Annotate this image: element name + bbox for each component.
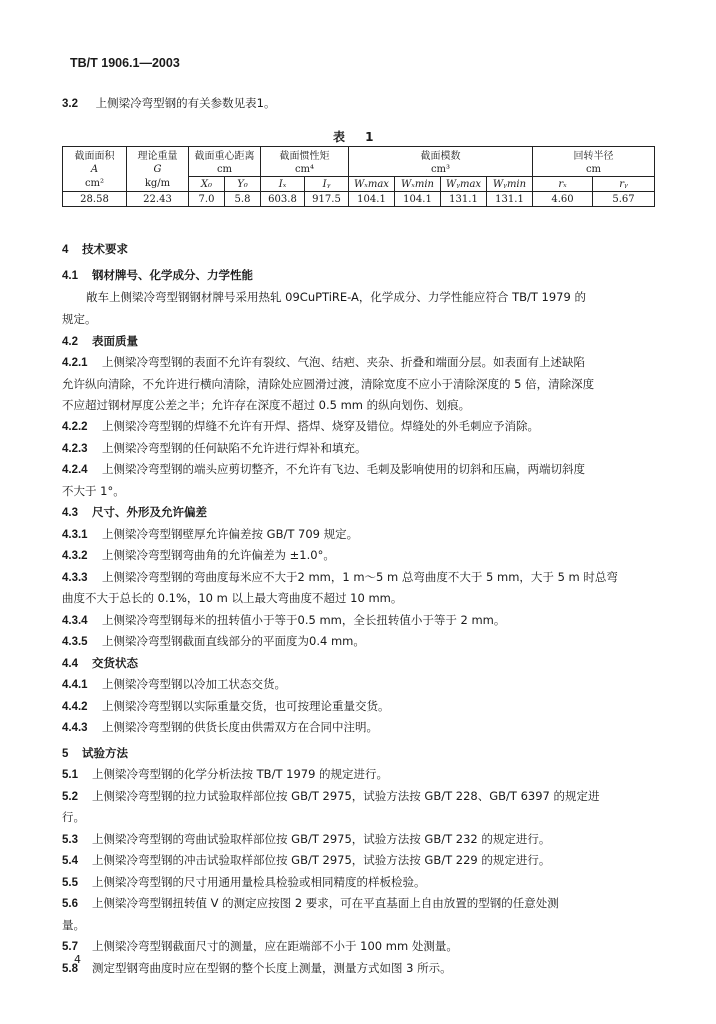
table-cell: 131.1 — [487, 192, 533, 207]
clause-number: 4.3.2 — [62, 550, 88, 562]
clause-text: 量。 — [62, 918, 85, 932]
text-line — [62, 591, 672, 605]
text-line — [62, 441, 672, 456]
sub-ix: Iₓ — [278, 178, 287, 190]
table-cell: 131.1 — [441, 192, 487, 207]
table-caption: 表 1 — [333, 130, 382, 144]
section-heading: 技术要求 — [82, 242, 128, 256]
text-line — [62, 334, 672, 349]
clause-text: 上侧梁冷弯型钢的供货长度由供需双方在合同中注明。 — [102, 720, 378, 734]
clause-text: 上侧梁冷弯型钢的任何缺陷不允许进行焊补和填充。 — [102, 441, 367, 455]
table-cell: 22.43 — [127, 192, 189, 207]
clause-text: 上侧梁冷弯型钢的端头应剪切整齐，不允许有飞边、毛刺及影响使用的切斜和压扁，两端切斜度 — [102, 462, 585, 476]
sub-rx: rₓ — [558, 178, 567, 190]
clause-text: 上侧梁冷弯型钢的化学分析法按 TB/T 1979 的规定进行。 — [92, 767, 389, 781]
sub-y0: Y₀ — [237, 178, 248, 190]
clause-number: 4.3 — [62, 507, 78, 519]
clause-text: 上侧梁冷弯型钢的有关参数见表1。 — [95, 96, 276, 110]
table-cell: 104.1 — [395, 192, 441, 207]
clause-text: 行。 — [62, 810, 85, 824]
clause-text: 上侧梁冷弯型钢以实际重量交货，也可按理论重量交货。 — [102, 699, 390, 713]
text-line — [62, 853, 672, 868]
clause-number: 4.3.3 — [62, 572, 88, 584]
unit-weight: kg/m — [127, 177, 189, 192]
clause-text: 允许纵向清除，不允许进行横向清除，清除处应圆滑过渡，清除宽度不应小于清除深度的 5 倍，清除深度 — [62, 377, 595, 391]
clause-text: 上侧梁冷弯型钢的冲击试验取样部位按 GB/T 2975，试验方法按 GB/T 229 的规定进行。 — [92, 853, 551, 867]
clause-text: 上侧梁冷弯型钢弯曲角的允许偏差为 ±1.0°。 — [102, 548, 335, 562]
text-line — [62, 720, 672, 735]
text-line — [62, 462, 672, 477]
clause-text: 上侧梁冷弯型钢的尺寸用通用量检具检验或相同精度的样板检验。 — [92, 875, 426, 889]
symbol-A: A — [90, 163, 99, 175]
symbol-G: G — [153, 163, 162, 175]
unit-area: cm² — [63, 177, 127, 192]
clause-text: 上侧梁冷弯型钢壁厚允许偏差按 GB/T 709 规定。 — [102, 527, 359, 541]
clause-number: 4.4.1 — [62, 679, 88, 691]
text-line — [86, 290, 696, 304]
clause-number: 5.7 — [62, 941, 78, 953]
clause-text: 上侧梁冷弯型钢的弯曲试验取样部位按 GB/T 2975，试验方法按 GB/T 232 的规定进行。 — [92, 832, 551, 846]
sub-wxmax: Wₓmax — [354, 178, 389, 190]
clause-text: 上侧梁冷弯型钢截面尺寸的测量，应在距端部不小于 100 mm 处测量。 — [92, 939, 458, 953]
clause-number: 5.6 — [62, 898, 78, 910]
text-line — [62, 419, 672, 434]
text-line — [62, 699, 672, 714]
clause-number: 4.2.2 — [62, 421, 88, 433]
col-head-centroid: 截面重心距离 — [189, 147, 261, 163]
sub-wymin: Wᵧmin — [492, 178, 527, 190]
text-line — [62, 789, 672, 804]
col-head-inertia: 截面惯性矩 — [261, 147, 349, 163]
text-line — [62, 896, 672, 911]
unit-radius: cm — [533, 162, 655, 177]
table-symbol-row — [63, 162, 655, 177]
text-line — [62, 242, 672, 257]
clause-number: 4.3.4 — [62, 615, 88, 627]
standard-code-header: TB/T 1906.1—2003 — [70, 56, 180, 70]
clause-number: 4.2.4 — [62, 464, 88, 476]
section-heading: 表面质量 — [92, 334, 138, 348]
table-cell: 603.8 — [261, 192, 305, 207]
unit-centroid: cm — [189, 162, 261, 177]
sub-wymax: Wᵧmax — [445, 178, 482, 190]
clause-number: 4.3.1 — [62, 529, 88, 541]
clause-text: 上侧梁冷弯型钢扭转值 V 的测定应按图 2 要求，可在平直基面上自由放置的型钢的任意处测 — [92, 896, 559, 910]
section-heading: 钢材牌号、化学成分、力学性能 — [92, 268, 253, 282]
section-heading: 尺寸、外形及允许偏差 — [92, 505, 207, 519]
unit-inertia: cm⁴ — [261, 162, 349, 177]
table-cell: 7.0 — [189, 192, 225, 207]
sub-wxmin: Wₓmin — [401, 178, 434, 190]
col-head-weight: 理论重量 — [127, 147, 189, 163]
section-heading: 试验方法 — [82, 746, 128, 760]
text-line — [62, 268, 672, 283]
table-header-row — [63, 147, 655, 163]
sub-x0: X₀ — [200, 178, 213, 190]
clause-number: 4.4.2 — [62, 701, 88, 713]
text-line — [62, 484, 672, 498]
text-line — [62, 810, 672, 824]
sub-iy: Iᵧ — [322, 178, 331, 190]
table-cell: 5.8 — [225, 192, 261, 207]
clause-3-2 — [62, 96, 672, 111]
col-head-radius: 回转半径 — [533, 147, 655, 163]
text-line — [62, 656, 672, 671]
clause-number: 4.1 — [62, 270, 78, 282]
text-line — [62, 832, 672, 847]
clause-number: 4.2.3 — [62, 443, 88, 455]
clause-text: 敞车上侧梁冷弯型钢钢材牌号采用热轧 09CuPTiRE-A，化学成分、力学性能应符合 TB/T 1979 的 — [86, 290, 586, 304]
col-head-area: 截面面积 — [63, 147, 127, 163]
clause-text: 曲度不大于总长的 0.1%，10 m 以上最大弯曲度不超过 10 mm。 — [62, 591, 403, 605]
text-line — [62, 505, 672, 520]
text-line — [62, 527, 672, 542]
table-cell: 4.60 — [533, 192, 593, 207]
clause-text: 上侧梁冷弯型钢的拉力试验取样部位按 GB/T 2975，试验方法按 GB/T 228、GB/T 6397 的规定进 — [92, 789, 600, 803]
unit-modulus: cm³ — [349, 162, 533, 177]
clause-text: 测定型钢弯曲度时应在型钢的整个长度上测量，测量方式如图 3 所示。 — [92, 961, 452, 975]
clause-number: 5.4 — [62, 855, 78, 867]
table-cell: 104.1 — [349, 192, 395, 207]
clause-number: 5.8 — [62, 963, 78, 975]
clause-text: 上侧梁冷弯型钢每米的扭转值小于等于0.5 mm，全长扭转值小于等于 2 mm。 — [102, 613, 506, 627]
clause-text: 上侧梁冷弯型钢以冷加工状态交货。 — [102, 677, 286, 691]
table-value-row — [63, 192, 655, 207]
parameter-table — [62, 146, 655, 207]
text-line — [62, 548, 672, 563]
clause-number: 3.2 — [62, 98, 78, 110]
clause-number: 5.3 — [62, 834, 78, 846]
text-line — [62, 613, 672, 628]
clause-number: 4.3.5 — [62, 636, 88, 648]
text-line — [62, 398, 672, 412]
text-line — [62, 918, 672, 932]
clause-number: 5.2 — [62, 791, 78, 803]
text-line — [62, 677, 672, 692]
clause-number: 5.1 — [62, 769, 78, 781]
text-line — [62, 570, 672, 585]
clause-text: 不应超过钢材厚度公差之半；允许存在深度不超过 0.5 mm 的纵向划伤、划痕。 — [62, 398, 471, 412]
text-line — [62, 875, 672, 890]
text-line — [62, 355, 672, 370]
col-head-modulus: 截面模数 — [349, 147, 533, 163]
text-line — [62, 746, 672, 761]
text-line — [62, 767, 672, 782]
table-cell: 917.5 — [305, 192, 349, 207]
clause-text: 上侧梁冷弯型钢的表面不允许有裂纹、气泡、结疤、夹杂、折叠和端面分层。如表面有上述缺陷 — [102, 355, 585, 369]
clause-text: 上侧梁冷弯型钢的弯曲度每米应不大于2 mm，1 m～5 m 总弯曲度不大于 5 mm，大于 5 m 时总弯 — [102, 570, 618, 584]
sub-ry: rᵧ — [619, 178, 628, 190]
clause-number: 4.2.1 — [62, 357, 88, 369]
section-heading: 交货状态 — [92, 656, 138, 670]
clause-number: 5.5 — [62, 877, 78, 889]
page-number: 4 — [74, 953, 81, 966]
clause-text: 规定。 — [62, 312, 97, 326]
table-unit-row — [63, 177, 655, 192]
text-line — [62, 961, 672, 976]
table-cell: 5.67 — [593, 192, 655, 207]
text-line — [62, 634, 672, 649]
clause-number: 4.2 — [62, 336, 78, 348]
text-line — [62, 377, 672, 391]
table-cell: 28.58 — [63, 192, 127, 207]
text-line — [62, 312, 672, 326]
clause-text: 上侧梁冷弯型钢的焊缝不允许有开焊、搭焊、烧穿及错位。焊缝处的外毛刺应予消除。 — [102, 419, 539, 433]
clause-number: 4.4 — [62, 658, 78, 670]
clause-text: 不大于 1°。 — [62, 484, 125, 498]
text-line — [62, 939, 672, 954]
clause-number: 4 — [62, 244, 69, 256]
clause-text: 上侧梁冷弯型钢截面直线部分的平面度为0.4 mm。 — [102, 634, 365, 648]
clause-number: 5 — [62, 748, 69, 760]
clause-number: 4.4.3 — [62, 722, 88, 734]
